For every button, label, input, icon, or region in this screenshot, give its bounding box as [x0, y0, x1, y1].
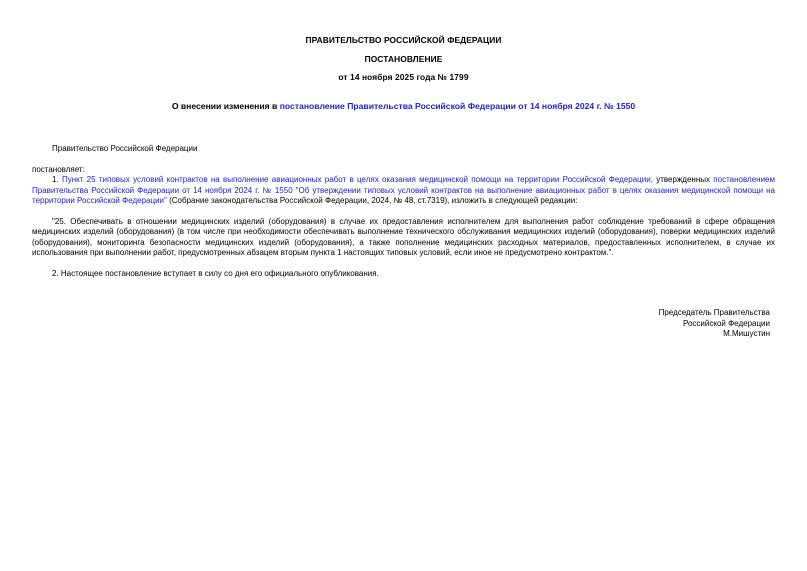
- resolution-1550-link[interactable]: постановлением Правительства Российской Федерации от 14 ноября 2024 г. № 1550 "Об утверждении типовых условий контрактов на выполнение авиационных работ в целях оказания медицинской помощи на территории Российской Федерации": [32, 175, 775, 206]
- item-2-paragraph: 2. Настоящее постановление вступает в силу со дня его официального опубликования.: [52, 268, 379, 278]
- item-1-paragraph: [32, 175, 775, 206]
- item-1-middle-text: утвержденных: [652, 175, 714, 185]
- title-resolution-link[interactable]: постановление Правительства Российской Федерации от 14 ноября 2024 г. № 1550: [279, 101, 636, 111]
- signature-position-line-1: Председатель Правительства: [658, 308, 770, 317]
- resolves-line: постановляет:: [32, 164, 85, 174]
- intro-paragraph: Правительство Российской Федерации: [52, 144, 198, 153]
- signature-block: [659, 308, 770, 340]
- item-1-number: 1.: [52, 175, 62, 185]
- signature-name: М.Мишустин: [723, 329, 770, 339]
- document-title-text: О внесении изменения в: [171, 101, 280, 111]
- document-body: [32, 144, 775, 279]
- quoted-new-wording-paragraph: "25. Обеспечивать в отношении медицинских изделий (оборудования) в случае их предоставления исполнителем для выполнения работ соблюдение требований в сфере обращения медицинских изделий (оборудования) (в том числе при необходимости обеспечивать выполнение технического обслуживания медицинских изделий (оборудования), поверки медицинских изделий (оборудования), мониторинга безопасности медицинских изделий (оборудования), а также пополнение медицинских расходных материалов, предоставленных исполнителем, в случае их использования при выполнении работ, предусмотренных абзацем вторым пункта 1 настоящих типовых условий, если иное не предусмотрено контрактом.".: [32, 216, 775, 258]
- signature-position-line-2: Российской Федерации: [683, 318, 770, 328]
- document-title: [0, 101, 807, 112]
- header-doc-type: ПОСТАНОВЛЕНИЕ: [364, 54, 443, 64]
- header-org-line: ПРАВИТЕЛЬСТВО РОССИЙСКОЙ ФЕДЕРАЦИИ: [305, 35, 502, 45]
- header-date-number: от 14 ноября 2025 года № 1799: [338, 72, 469, 82]
- contract-conditions-link[interactable]: Пункт 25 типовых условий контрактов на выполнение авиационных работ в целях оказания медицинской помощи на территории Российской Федерации,: [61, 175, 653, 185]
- item-1-tail-text: (Собрание законодательства Российской Федерации, 2024, № 48, ст.7319), изложить в следующей редакции:: [166, 196, 578, 206]
